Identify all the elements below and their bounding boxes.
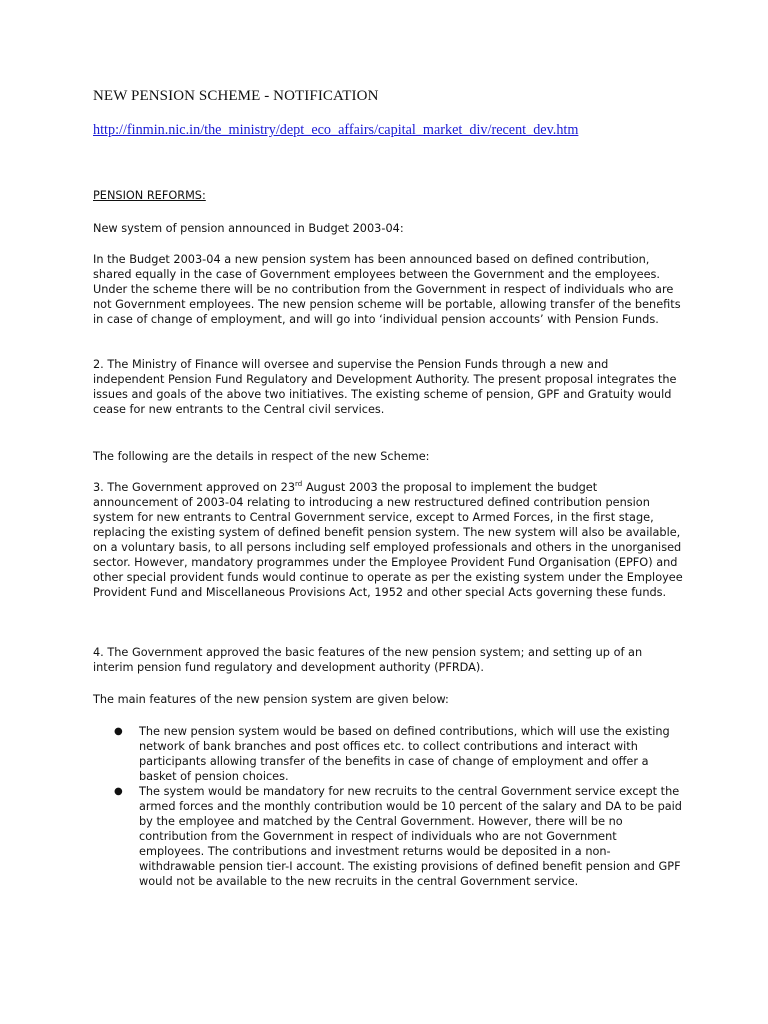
list-item [93,724,683,784]
paragraph-4: 4. The Government approved the basic features of the new pension system; and setting up of an interim pension fund regulatory and development authority (PFRDA). [93,646,643,674]
section-heading: PENSION REFORMS: [93,189,206,202]
paragraph-2: 2. The Ministry of Finance will oversee and supervise the Pension Funds through a new and independent Pension Fund Regulatory and Development Authority. The present proposal integrates the issues and goals of the above two initiatives. The existing scheme of pension, GPF and Gratuity would cease for new entrants to the Central civil services. [93,358,677,416]
paragraph-3 [93,480,683,600]
list-item [93,784,683,889]
paragraph-3-start: 3. The Government approved on 23 [93,481,296,494]
bullet-text: The system would be mandatory for new recruits to the central Government service except the armed forces and the monthly contribution would be 10 percent of the salary and DA to be paid by the employee and matched by the Central Government. However, there will be no contribution from the Government in respect of individuals who are not Government employees. The contributions and investment returns would be deposited in a non-withdrawable pension tier-I account. The existing provisions of defined benefit pension and GPF would not be available to the new recruits in the central Government service. [139,785,682,888]
bullet-dot-icon: ● [114,786,123,797]
subheading: New system of pension announced in Budget 2003-04: [93,222,404,235]
features-list [93,724,683,889]
bullet-text: The new pension system would be based on defined contributions, which will use the existing network of bank branches and post offices etc. to collect contributions and interact with participants allowing transfer of the benefits in case of change of employment and offer a basket of pension choices. [139,725,670,783]
bullet-dot-icon: ● [114,726,123,737]
paragraph-3-rest: August 2003 the proposal to implement the budget announcement of 2003-04 relating to introducing a new restructured defined contribution pension system for new entrants to Central Government service, except to Armed Forces, in the first stage, replacing the existing system of defined benefit pension system. The new system will also be available, on a voluntary basis, to all persons including self employed professionals and others in the unorganised sector. However, mandatory programmes under the Employee Provident Fund Organisation (EPFO) and other special provident funds would continue to operate as per the existing system under the Employee Provident Fund and Miscellaneous Provisions Act, 1952 and other special Acts governing these funds. [93,481,683,599]
ordinal-suffix: rd [295,480,303,488]
details-intro: The following are the details in respect of the new Scheme: [93,450,430,463]
paragraph-intro: In the Budget 2003-04 a new pension system has been announced based on defined contribution, shared equally in the case of Government employees between the Government and the employees. Under the scheme there will be no contribution from the Government in respect of individuals who are not Government employees. The new pension scheme will be portable, allowing transfer of the benefits in case of change of employment, and will go into ‘individual pension accounts’ with Pension Funds. [93,253,681,326]
document-title: NEW PENSION SCHEME - NOTIFICATION [93,88,379,104]
source-link[interactable]: http://finmin.nic.in/the_ministry/dept_eco_affairs/capital_market_div/recent_dev.htm [93,122,579,138]
features-intro: The main features of the new pension system are given below: [93,693,449,706]
